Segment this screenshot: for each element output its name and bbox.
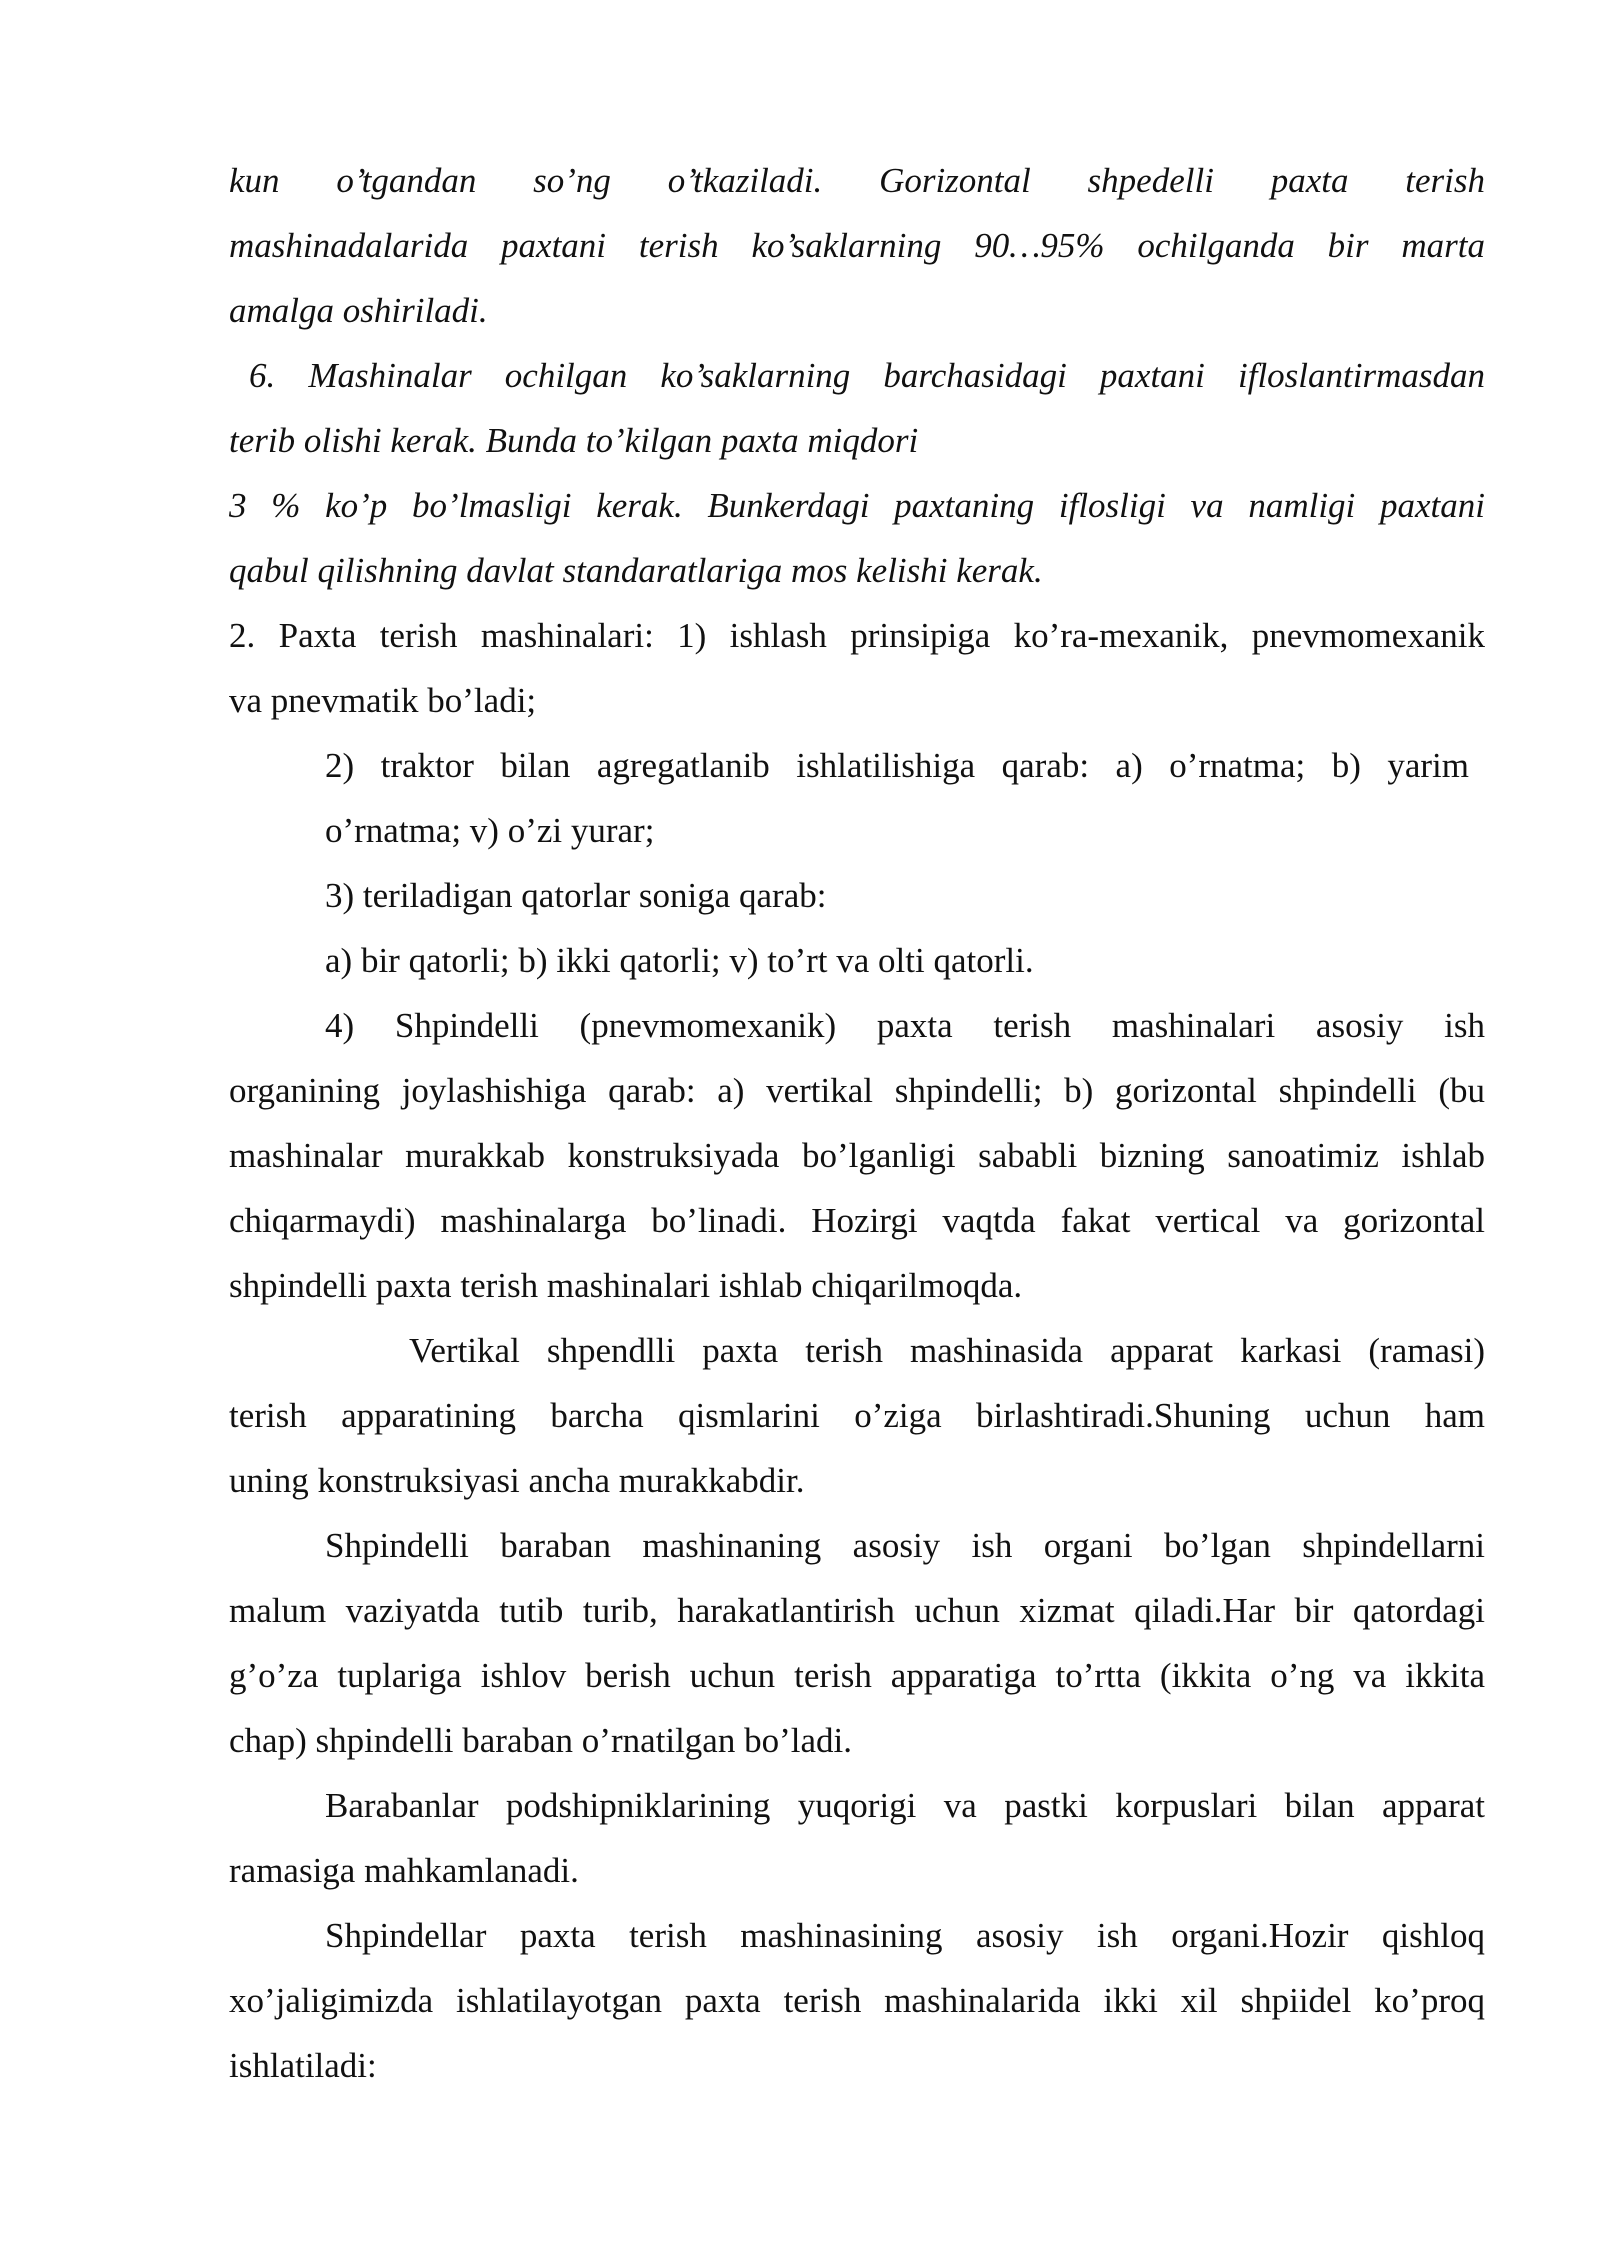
text-line: uning konstruksiyasi ancha murakkabdir. <box>229 1461 805 1500</box>
text-line: chap) shpindelli baraban o’rnatilgan bo’ladi. <box>229 1721 852 1760</box>
text-line: mashinalar murakkab konstruksiyada bo’lganligi sababli bizning sanoatimiz ishlab <box>229 1136 1485 1175</box>
text-line: mashinadalarida paxtani terish ko’saklarning 90…95% ochilganda bir marta <box>229 226 1485 265</box>
text-line: va pnevmatik bo’ladi; <box>229 681 537 720</box>
text-line: Shpindellar paxta terish mashinasining asosiy ish organi.Hozir qishloq <box>325 1916 1485 1955</box>
text-line: qabul qilishning davlat standaratlariga mos kelishi kerak. <box>229 551 1043 590</box>
text-line: Shpindelli baraban mashinaning asosiy ish organi bo’lgan shpindellarni <box>325 1526 1485 1565</box>
text-line: xo’jaligimizda ishlatilayotgan paxta terish mashinalarida ikki xil shpiidel ko’proq <box>229 1981 1485 2020</box>
text-line: chiqarmaydi) mashinalarga bo’linadi. Hozirgi vaqtda fakat vertical va gorizontal <box>229 1201 1485 1240</box>
text-line: a) bir qatorli; b) ikki qatorli; v) to’rt va olti qatorli. <box>325 941 1034 980</box>
text-line: terish apparatining barcha qismlarini o’ziga birlashtiradi.Shuning uchun ham <box>229 1396 1485 1435</box>
text-line: 3 % ko’p bo’lmasligi kerak. Bunkerdagi paxtaning iflosligi va namligi paxtani <box>229 486 1485 525</box>
text-line: amalga oshiriladi. <box>229 291 488 330</box>
text-line: o’rnatma; v) o’zi yurar; <box>325 811 655 850</box>
text-line: 6. Mashinalar ochilgan ko’saklarning barchasidagi paxtani ifloslantirmasdan <box>249 356 1485 395</box>
text-line: 3) teriladigan qatorlar soniga qarab: <box>325 876 827 915</box>
text-line: terib olishi kerak. Bunda to’kilgan paxta miqdori <box>229 421 919 460</box>
text-line: Vertikal shpendlli paxta terish mashinasida apparat karkasi (ramasi) <box>409 1331 1485 1370</box>
text-line: 2) traktor bilan agregatlanib ishlatilishiga qarab: a) o’rnatma; b) yarim <box>325 746 1469 785</box>
text-line: shpindelli paxta terish mashinalari ishlab chiqarilmoqda. <box>229 1266 1023 1305</box>
text-line: ishlatiladi: <box>229 2046 377 2085</box>
text-line: malum vaziyatda tutib turib, harakatlantirish uchun xizmat qiladi.Har bir qatordagi <box>229 1591 1485 1630</box>
text-line: kun o’tgandan so’ng o’tkaziladi. Gorizontal shpedelli paxta terish <box>229 161 1485 200</box>
document-body <box>229 148 1485 2098</box>
text-line: 2. Paxta terish mashinalari: 1) ishlash prinsipiga ko’ra-mexanik, pnevmomexanik <box>229 616 1485 655</box>
text-line: organining joylashishiga qarab: a) vertikal shpindelli; b) gorizontal shpindelli (bu <box>229 1071 1485 1110</box>
text-line: g’o’za tuplariga ishlov berish uchun terish apparatiga to’rtta (ikkita o’ng va ikkita <box>229 1656 1485 1695</box>
text-line: 4) Shpindelli (pnevmomexanik) paxta terish mashinalari asosiy ish <box>325 1006 1485 1045</box>
text-line: ramasiga mahkamlanadi. <box>229 1851 579 1890</box>
text-line: Barabanlar podshipniklarining yuqorigi va pastki korpuslari bilan apparat <box>325 1786 1485 1825</box>
